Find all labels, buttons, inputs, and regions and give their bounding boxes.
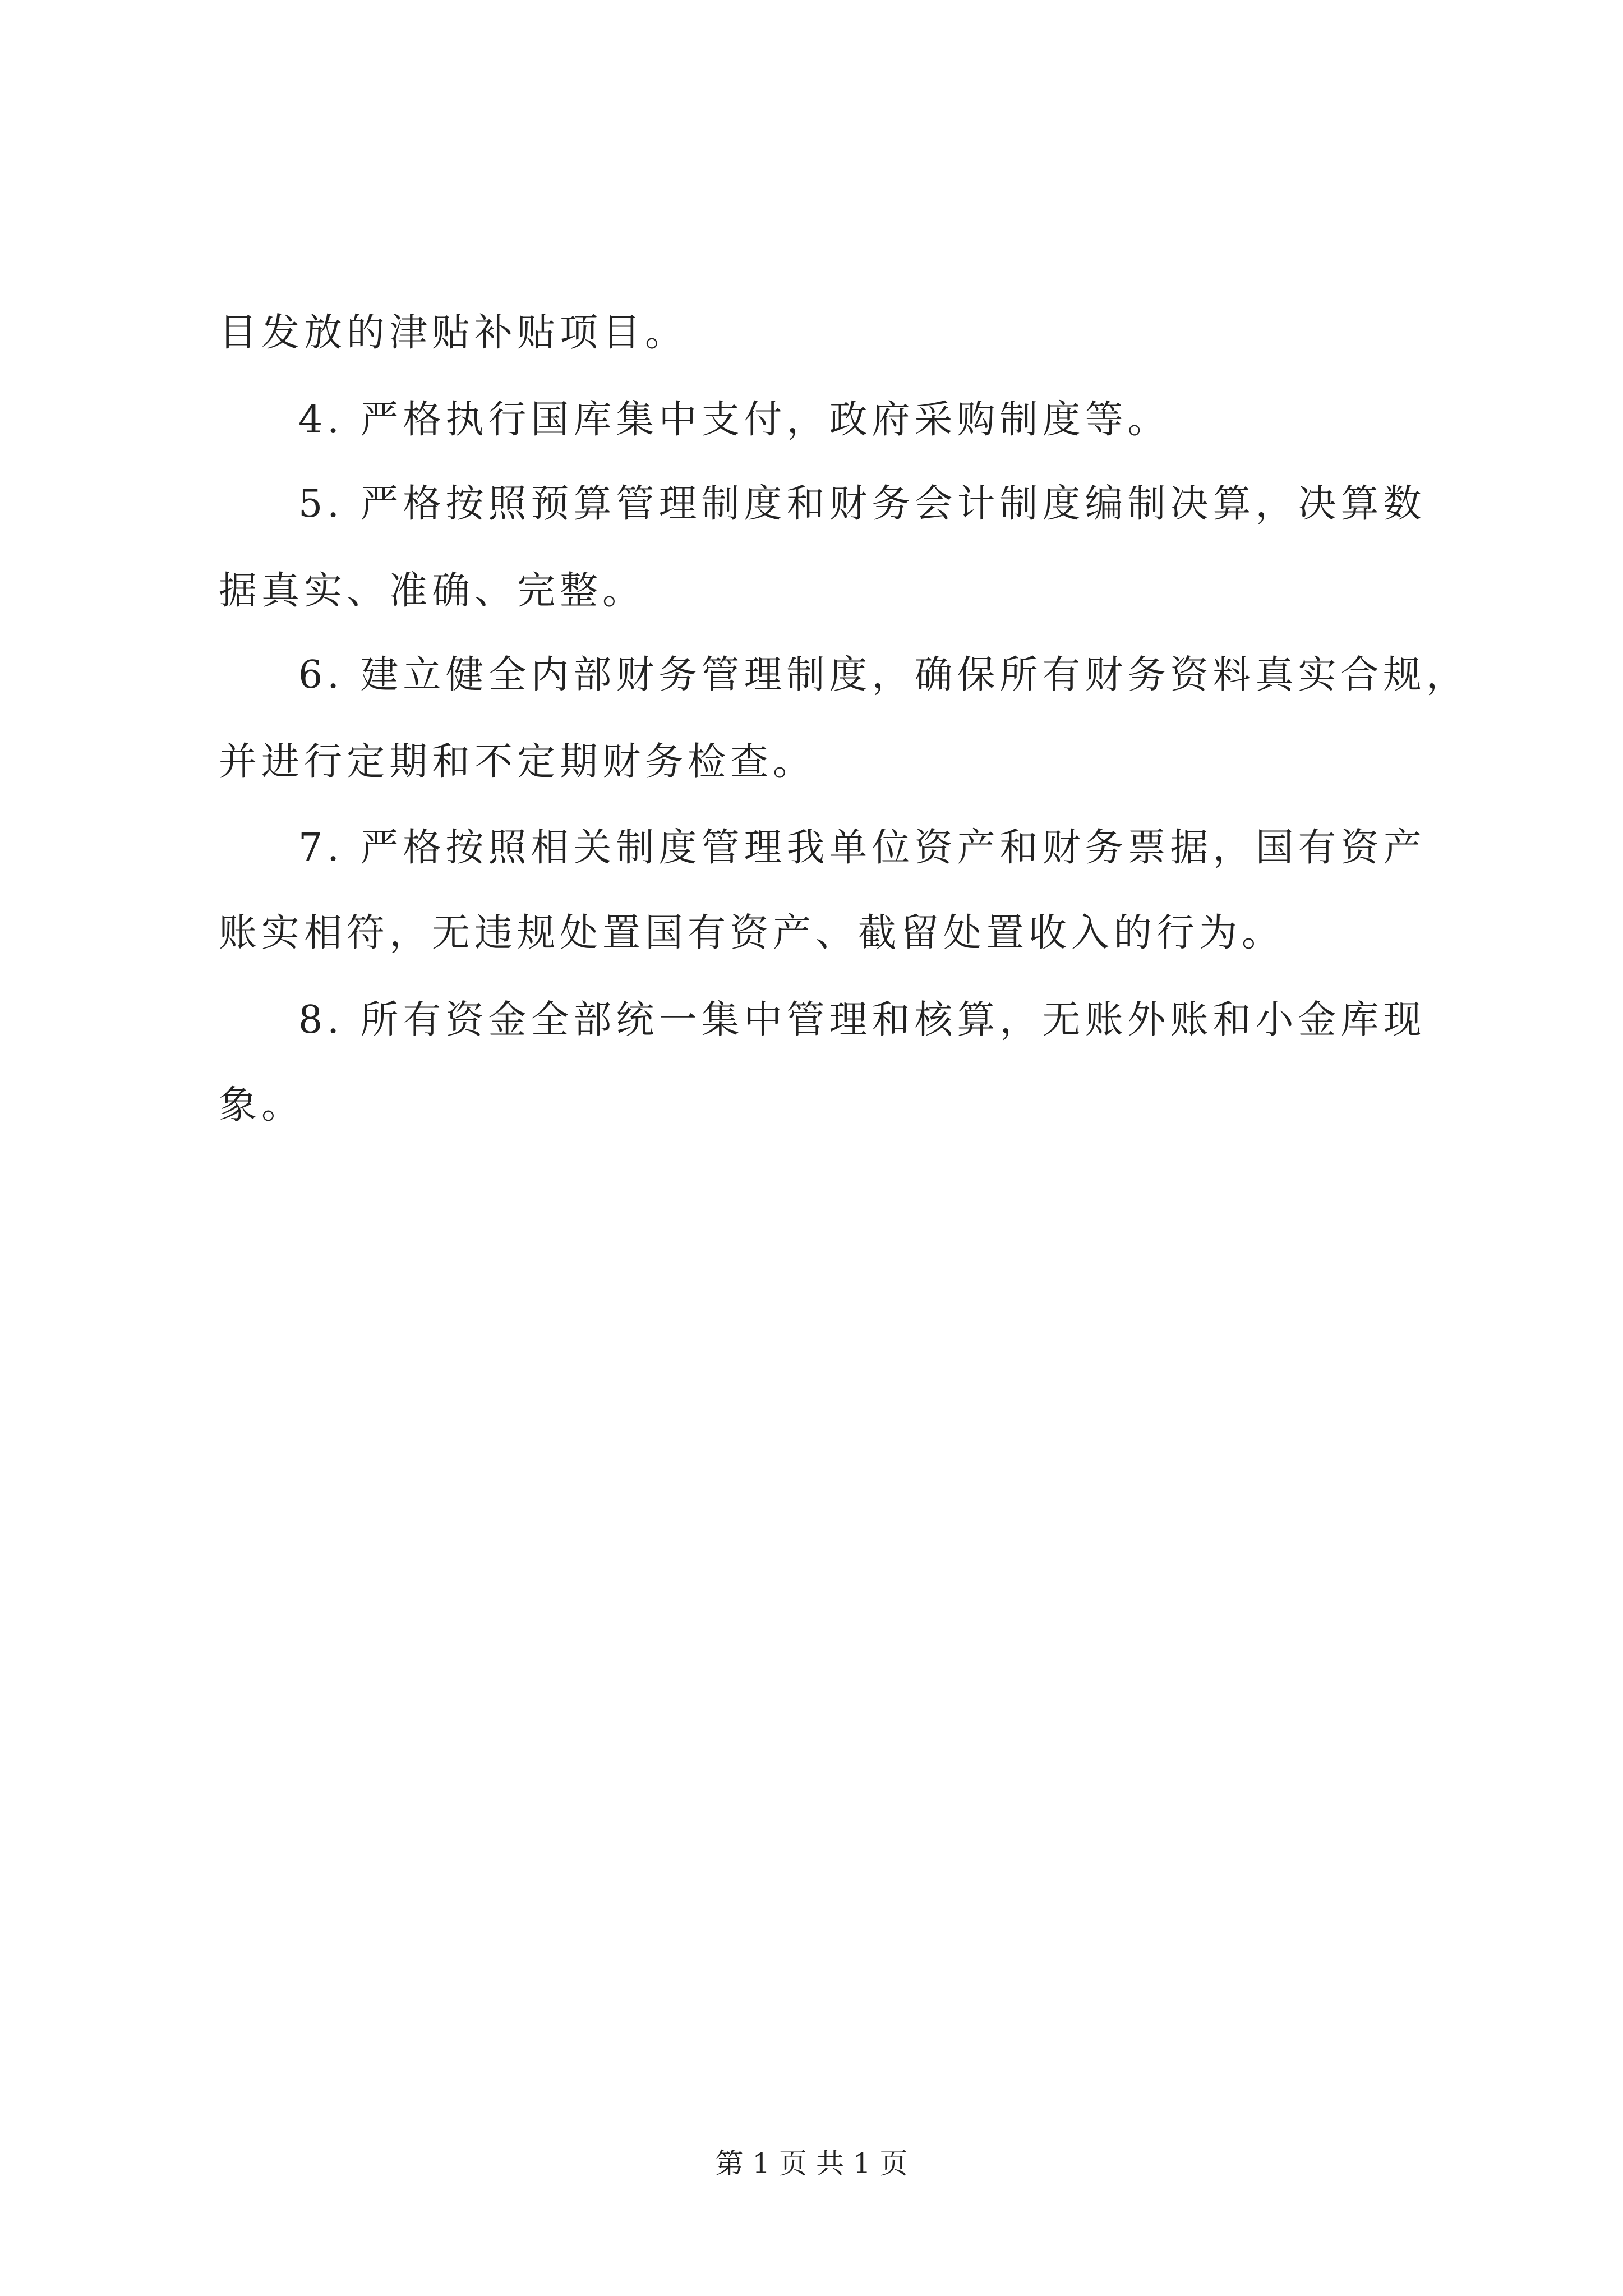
- body-line: 据真实、准确、完整。: [219, 569, 645, 613]
- list-item-5: 5. 严格按照预算管理制度和财务会计制度编制决算，决算数: [298, 482, 1426, 526]
- body-line: 账实相符，无违规处置国有资产、截留处置收入的行为。: [219, 911, 1285, 955]
- body-line: 象。: [219, 1083, 305, 1128]
- body-line: 并进行定期和不定期财务检查。: [219, 740, 816, 784]
- list-item-7: 7. 严格按照相关制度管理我单位资产和财务票据，国有资产: [298, 826, 1426, 870]
- list-item-8: 8. 所有资金全部统一集中管理和核算，无账外账和小金库现: [298, 998, 1426, 1042]
- list-item-4: 4. 严格执行国库集中支付，政府采购制度等。: [298, 398, 1170, 442]
- page-footer: 第 1 页 共 1 页: [715, 2147, 908, 2180]
- list-item-6: 6. 建立健全内部财务管理制度，确保所有财务资料真实合规，: [298, 653, 1469, 697]
- body-line: 目发放的津贴补贴项目。: [219, 311, 688, 355]
